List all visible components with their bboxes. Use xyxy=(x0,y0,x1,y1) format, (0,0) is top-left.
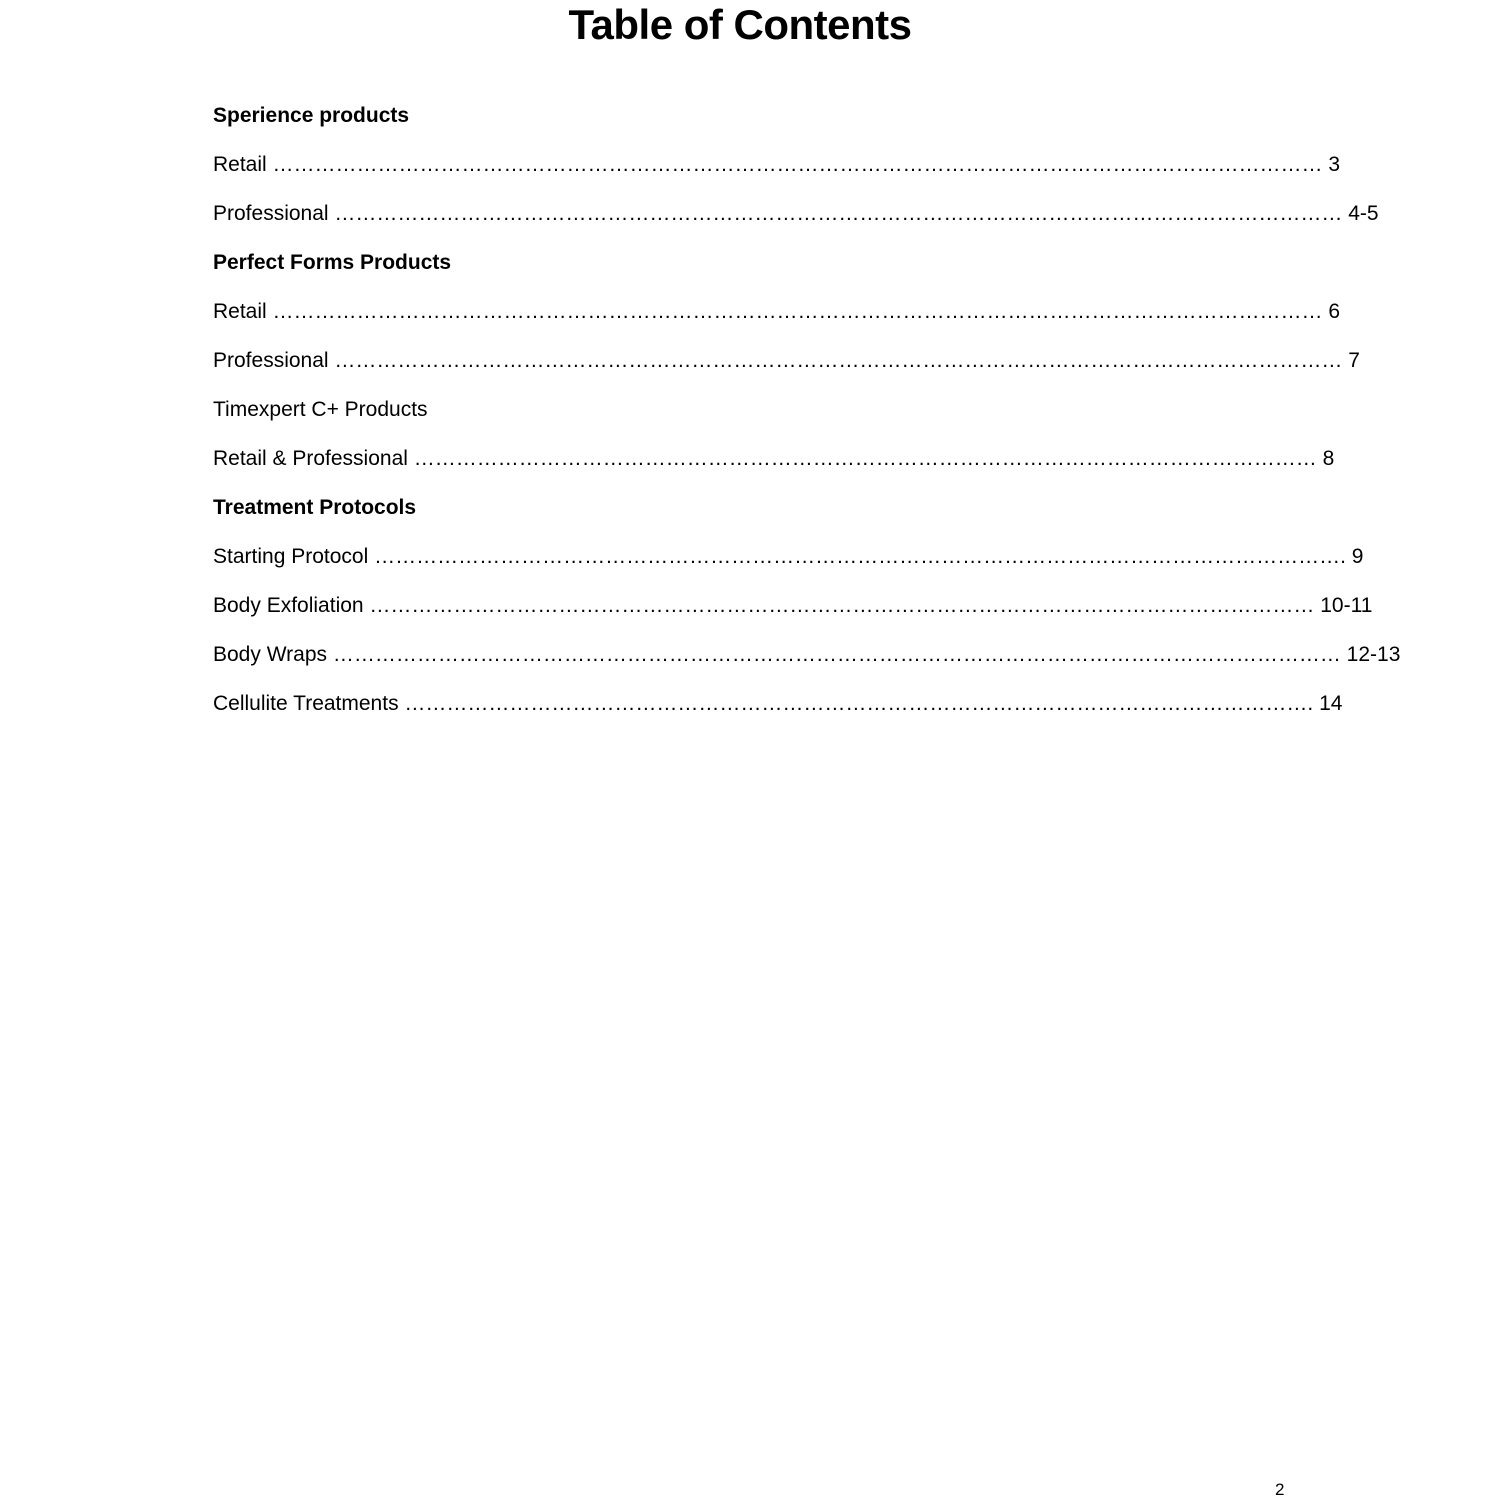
toc-entry[interactable]: Professional ……………………………………………………………………………………………………………………………… 4-5 xyxy=(213,202,1379,225)
toc-entry[interactable]: Body Wraps ……………………………………………………………………………………………………………………………… 12-13 xyxy=(213,643,1401,666)
toc-entry[interactable]: Professional ……………………………………………………………………………………………………………………………… 7 xyxy=(213,349,1360,372)
page-title: Table of Contents xyxy=(568,1,912,48)
toc-entry[interactable]: Retail …………………………………………………………………………………………………………………………………… 6 xyxy=(213,300,1341,323)
toc-entry[interactable]: Body Exfoliation ……………………………………………………………………………………………………………………… 10-11 xyxy=(213,594,1373,617)
toc-section-heading: Perfect Forms Products xyxy=(213,251,452,274)
toc-entry[interactable]: Retail & Professional ………………………………………………………………………………………………………………… 8 xyxy=(213,447,1335,470)
toc-entry[interactable]: Cellulite Treatments …………………………………………………………………………………………………………………. 14 xyxy=(213,692,1343,715)
toc-section-subheading: Timexpert C+ Products xyxy=(213,398,428,421)
toc-entry[interactable]: Retail …………………………………………………………………………………………………………………………………… 3 xyxy=(213,153,1341,176)
toc-section-heading: Sperience products xyxy=(213,104,410,127)
toc-section-heading: Treatment Protocols xyxy=(213,496,417,519)
table-of-contents xyxy=(213,96,1401,733)
page-number: 2 xyxy=(1275,1480,1285,1499)
toc-entry[interactable]: Starting Protocol …………………………………………………………………………………………………………………………. 9 xyxy=(213,545,1364,568)
